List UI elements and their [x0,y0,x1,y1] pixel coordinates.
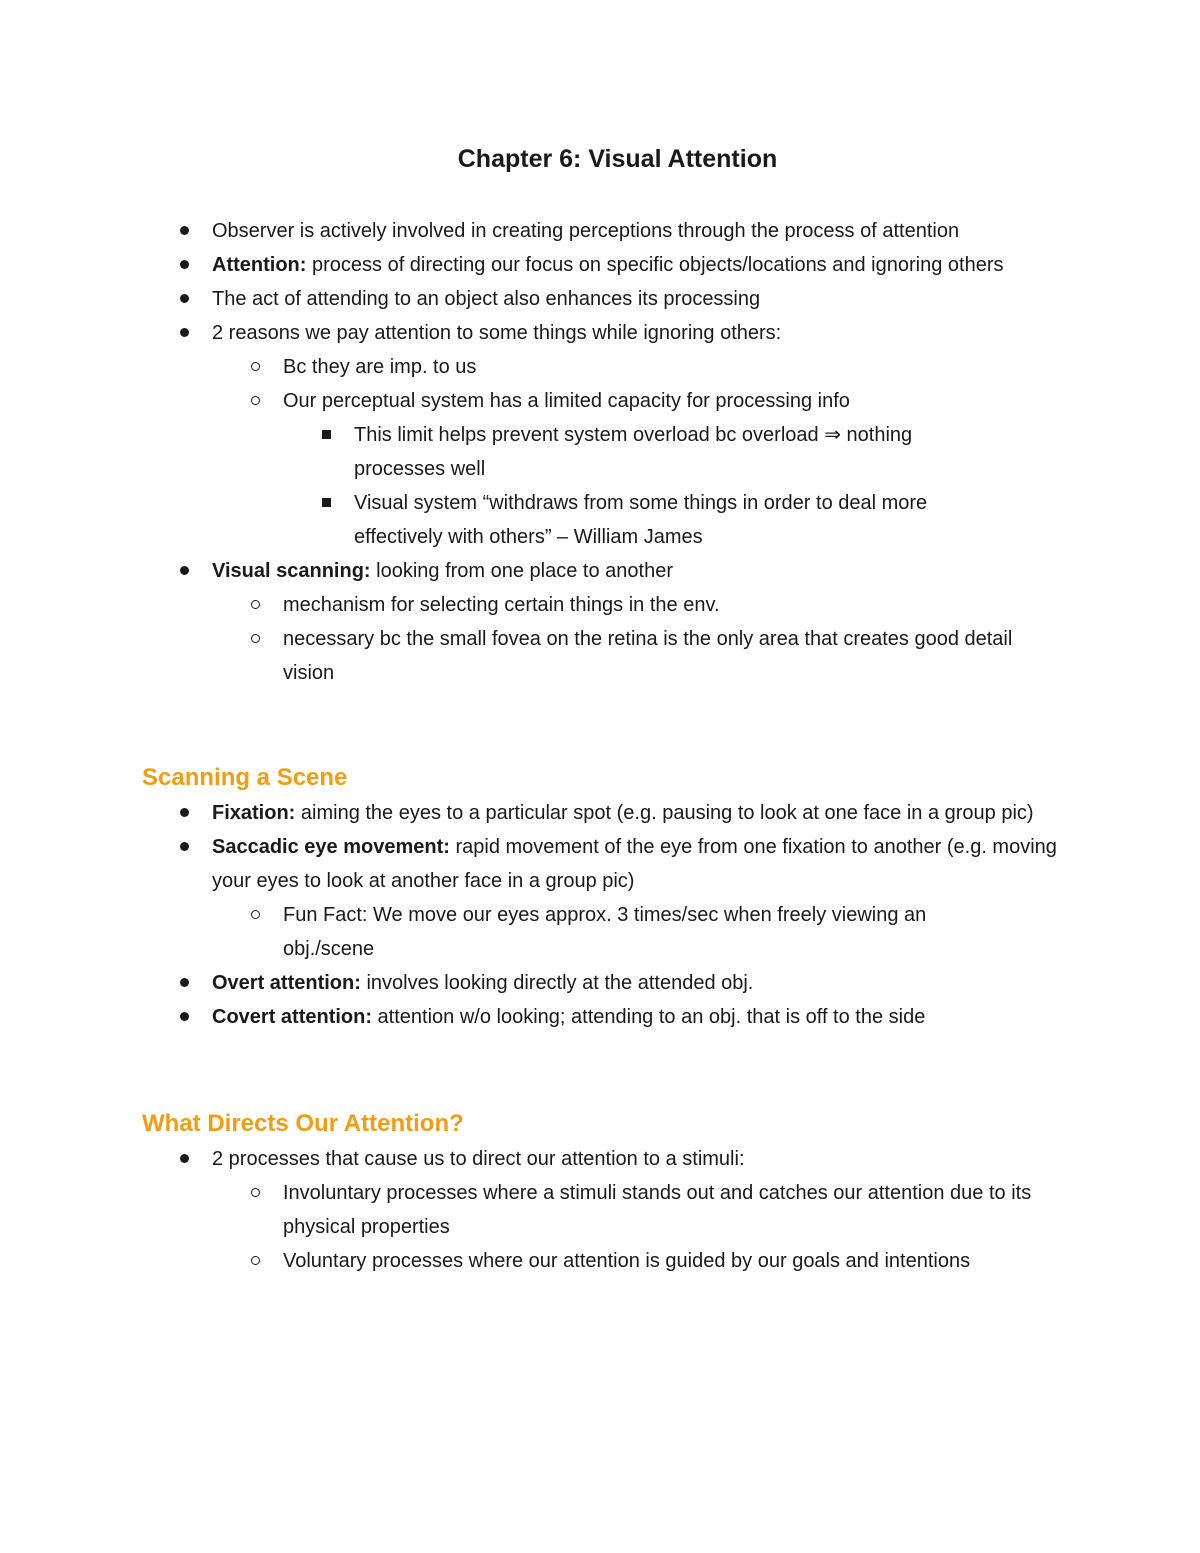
list-item: The act of attending to an object also enhances its processing [142,282,1102,316]
list-item: Visual system “withdraws from some things in order to deal more effectively with others” – William James [142,486,1102,554]
list-item: Saccadic eye movement: rapid movement of the eye from one fixation to another (e.g. moving your eyes to look at another face in a group pic) [142,830,1102,898]
list-item: mechanism for selecting certain things in the env. [142,588,1102,622]
section-heading: What Directs Our Attention? [142,1110,464,1137]
list-item: Attention: process of directing our focus on specific objects/locations and ignoring others [142,248,1102,282]
term: Visual scanning: [212,560,371,582]
list-item: Covert attention: attention w/o looking; attending to an obj. that is off to the side [142,1000,1102,1034]
list-item: Our perceptual system has a limited capacity for processing info [142,384,1102,418]
list-item: Bc they are imp. to us [142,350,1102,384]
intro-section [142,214,1102,690]
bullet-circle-icon [245,622,265,656]
bullet-dot-icon [174,316,194,350]
list-item: Involuntary processes where a stimuli stands out and catches our attention due to its physical properties [142,1176,1102,1244]
list-item: Voluntary processes where our attention is guided by our goals and intentions [142,1244,1102,1278]
term: Fixation: [212,802,296,824]
term: Saccadic eye movement: [212,836,450,858]
list-item: Visual scanning: looking from one place to another [142,554,1102,588]
list-item: Fixation: aiming the eyes to a particular spot (e.g. pausing to look at one face in a group pic) [142,796,1102,830]
list-item: Fun Fact: We move our eyes approx. 3 times/sec when freely viewing an obj./scene [142,898,1102,966]
bullet-square-icon [316,486,336,520]
bullet-circle-icon [245,1176,265,1210]
term: Overt attention: [212,972,361,994]
bullet-dot-icon [174,966,194,1000]
bullet-dot-icon [174,248,194,282]
scanning-list [142,796,1102,1034]
bullet-dot-icon [174,282,194,316]
intro-list [142,214,1102,690]
bullet-dot-icon [174,1000,194,1034]
term: Covert attention: [212,1006,372,1028]
page-title: Chapter 6: Visual Attention [457,145,778,173]
bullet-circle-icon [245,588,265,622]
bullet-dot-icon [174,554,194,588]
section-heading: Scanning a Scene [142,764,348,791]
list-item: 2 processes that cause us to direct our attention to a stimuli: [142,1142,1102,1176]
list-item: This limit helps prevent system overload bc overload ⇒ nothing processes well [142,418,1102,486]
bullet-circle-icon [245,898,265,932]
bullet-circle-icon [245,384,265,418]
list-item: Overt attention: involves looking directly at the attended obj. [142,966,1102,1000]
list-item: 2 reasons we pay attention to some things while ignoring others: [142,316,1102,350]
directs-section [142,1106,1102,1278]
list-item: necessary bc the small fovea on the retina is the only area that creates good detail vision [142,622,1102,690]
bullet-square-icon [316,418,336,452]
bullet-dot-icon [174,796,194,830]
bullet-circle-icon [245,1244,265,1278]
scanning-section [142,760,1102,1034]
directs-list [142,1142,1102,1278]
bullet-dot-icon [174,830,194,864]
bullet-dot-icon [174,214,194,248]
bullet-circle-icon [245,350,265,384]
term: Attention: [212,254,307,276]
list-item: Observer is actively involved in creating perceptions through the process of attention [142,214,1102,248]
bullet-dot-icon [174,1142,194,1176]
